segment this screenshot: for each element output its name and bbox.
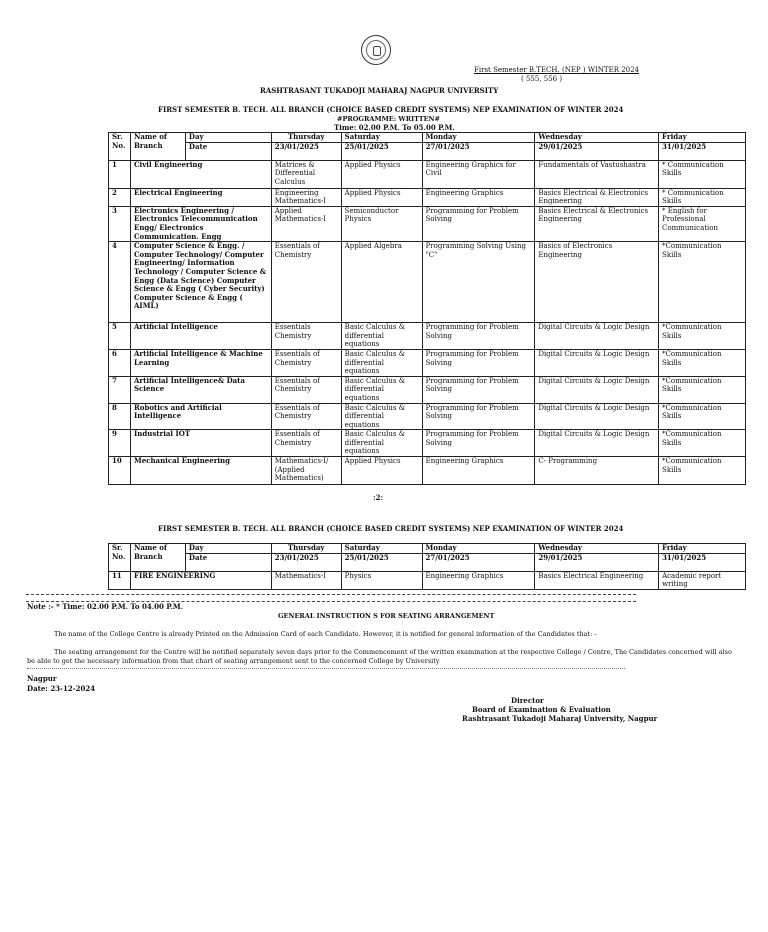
subject-cell: Fundamentals of Vastushastra <box>535 160 659 188</box>
branch-name: Robotics and Artificial Intelligence <box>130 403 271 430</box>
branch-name: Artificial Intelligence <box>130 323 271 350</box>
sr-no-header: Sr. No. <box>109 133 131 161</box>
exam-title: FIRST SEMESTER B. TECH. ALL BRANCH (CHOICE BASED CREDIT SYSTEMS) NEP EXAMINATION OF WINTER 2024 <box>158 105 624 114</box>
paper-codes: ( 555, 556 ) <box>521 75 563 83</box>
day-header: Saturday <box>341 133 422 143</box>
day-header: Thursday <box>271 133 341 143</box>
exam-time: Time: 02.00 P.M. To 05.00 P.M. <box>334 123 455 132</box>
date-label-footer: Date: 23-12-2024 <box>27 684 96 693</box>
subject-cell: Programming for Problem Solving <box>422 430 535 457</box>
subject-cell: Basics Electrical & Electronics Engineering <box>535 188 659 206</box>
branch-name: Electrical Engineering <box>130 188 271 206</box>
day-header: Thursday <box>271 544 341 554</box>
subject-cell: Engineering Graphics <box>422 188 535 206</box>
subject-cell: * Communication Skills <box>659 160 746 188</box>
date-header: 29/01/2025 <box>535 142 659 160</box>
date-header: 29/01/2025 <box>535 553 659 571</box>
subject-cell: Physics <box>341 571 422 589</box>
date-header: 31/01/2025 <box>659 553 746 571</box>
subject-cell: Essentials of Chemistry <box>271 376 341 403</box>
subject-cell: Digital Circuits & Logic Design <box>535 430 659 457</box>
subject-cell: Engineering Graphics <box>422 571 535 589</box>
subject-cell: C- Programming <box>535 457 659 485</box>
university-seal-icon <box>361 35 391 65</box>
date-header: 25/01/2025 <box>341 553 422 571</box>
subject-cell: Engineering Graphics <box>422 457 535 485</box>
subject-cell: * English for Professional Communication <box>659 206 746 241</box>
row-number: 10 <box>109 457 131 485</box>
subject-cell: Essentials of Chemistry <box>271 242 341 323</box>
time-note: Note :- * Time: 02.00 P.M. To 04.00 P.M. <box>27 602 184 611</box>
subject-cell: Digital Circuits & Logic Design <box>535 349 659 376</box>
branch-name: Artificial Intelligence & Machine Learning <box>130 349 271 376</box>
date-header: 31/01/2025 <box>659 142 746 160</box>
subject-cell: Programming for Problem Solving <box>422 349 535 376</box>
subject-cell: Mathematics-I <box>271 571 341 589</box>
day-header: Monday <box>422 544 535 554</box>
subject-cell: Essentials of Chemistry <box>271 403 341 430</box>
programme-label: #PROGRAMME: WRITTEN# <box>337 115 440 123</box>
subject-cell: Basic Calculus & differential equations <box>341 323 422 350</box>
subject-cell: Basics Electrical Engineering <box>535 571 659 589</box>
row-number: 5 <box>109 323 131 350</box>
day-header: Friday <box>659 544 746 554</box>
branch-name: Computer Science & Engg. / Computer Technology/ Computer Engineering/ Information Technology / Computer Science & Engg (Data Science) Computer Science & Engg ( Cyber Security) Computer Science & Engg ( AIML) <box>130 242 271 323</box>
table-row <box>109 160 746 188</box>
branch-header: Name of Branch <box>130 544 185 572</box>
subject-cell: Applied Mathematics-I <box>271 206 341 241</box>
table-row <box>109 457 746 485</box>
subject-cell: Applied Physics <box>341 188 422 206</box>
day-header: Wednesday <box>535 544 659 554</box>
page-marker: :2: <box>373 493 384 502</box>
subject-cell: Programming for Problem Solving <box>422 376 535 403</box>
subject-cell: *Communication Skills <box>659 323 746 350</box>
subject-cell: Applied Physics <box>341 160 422 188</box>
branch-name: Electronics Engineering / Electronics Telecommunication Engg/ Electronics Communication. Engg <box>130 206 271 241</box>
subject-cell: Basic Calculus & differential equations <box>341 349 422 376</box>
dotted-divider <box>27 668 625 669</box>
timetable-2 <box>108 543 746 590</box>
subject-cell: *Communication Skills <box>659 457 746 485</box>
subject-cell: *Communication Skills <box>659 430 746 457</box>
row-number: 6 <box>109 349 131 376</box>
signatory-university: Rashtrasant Tukadoji Maharaj University, Nagpur <box>462 714 658 723</box>
instructions-title: GENERAL INSTRUCTION S FOR SEATING ARRANGEMENT <box>278 612 495 620</box>
subject-cell: Programming for Problem Solving <box>422 206 535 241</box>
sr-no-header: Sr. No. <box>109 544 131 572</box>
subject-cell: *Communication Skills <box>659 349 746 376</box>
subject-cell: Essentials of Chemistry <box>271 430 341 457</box>
branch-name: Mechanical Engineering <box>130 457 271 485</box>
row-number: 11 <box>109 571 131 589</box>
table-row <box>109 323 746 350</box>
branch-name: FIRE ENGINEERING <box>130 571 271 589</box>
subject-cell: Basics of Electronics Engineering <box>535 242 659 323</box>
day-header: Wednesday <box>535 133 659 143</box>
subject-cell: Basics Electrical & Electronics Engineering <box>535 206 659 241</box>
row-number: 4 <box>109 242 131 323</box>
subject-cell: Applied Algebra <box>341 242 422 323</box>
row-number: 1 <box>109 160 131 188</box>
timetable <box>108 132 746 485</box>
subject-cell: Academic report writing <box>659 571 746 589</box>
subject-cell: Essentials of Chemistry <box>271 349 341 376</box>
subject-cell: Basic Calculus & differential equations <box>341 376 422 403</box>
place-label: Nagpur <box>27 674 57 683</box>
subject-cell: Digital Circuits & Logic Design <box>535 376 659 403</box>
table-row <box>109 349 746 376</box>
signatory-title: Director <box>511 696 544 705</box>
instruction-para-2: The seating arrangement for the Centre will be notified separately seven days prior to the Commencement of the written examination at the respective College / Centre, The Candidates concerned will also be able to get the necessary information from that chart of seating arrangement sent to the concerned College by University <box>27 648 732 665</box>
day-label: Day <box>185 133 271 143</box>
subject-cell: * Communication Skills <box>659 188 746 206</box>
table-row <box>109 376 746 403</box>
exam-title-2: FIRST SEMESTER B. TECH. ALL BRANCH (CHOICE BASED CREDIT SYSTEMS) NEP EXAMINATION OF WINTER 2024 <box>158 524 624 533</box>
subject-cell: Programming for Problem Solving <box>422 403 535 430</box>
branch-header: Name of Branch <box>130 133 185 161</box>
subject-cell: Applied Physics <box>341 457 422 485</box>
row-number: 2 <box>109 188 131 206</box>
branch-name: Civil Engineering <box>130 160 271 188</box>
subject-cell: Matrices & Differential Calculus <box>271 160 341 188</box>
subject-cell: *Communication Skills <box>659 242 746 323</box>
date-header: 23/01/2025 <box>271 553 341 571</box>
row-number: 7 <box>109 376 131 403</box>
row-number: 9 <box>109 430 131 457</box>
subject-cell: Digital Circuits & Logic Design <box>535 323 659 350</box>
university-name: RASHTRASANT TUKADOJI MAHARAJ NAGPUR UNIVERSITY <box>260 86 499 95</box>
day-header: Monday <box>422 133 535 143</box>
table-row <box>109 403 746 430</box>
subject-cell: Digital Circuits & Logic Design <box>535 403 659 430</box>
subject-cell: Semiconductor Physics <box>341 206 422 241</box>
day-header: Saturday <box>341 544 422 554</box>
table-row <box>109 430 746 457</box>
date-header: 27/01/2025 <box>422 553 535 571</box>
date-label: Date <box>185 553 271 571</box>
semester-line: First Semester B.TECH. (NEP ) WINTER 2024 <box>474 66 639 74</box>
table-row <box>109 242 746 323</box>
table-row <box>109 188 746 206</box>
subject-cell: *Communication Skills <box>659 403 746 430</box>
subject-cell: *Communication Skills <box>659 376 746 403</box>
date-label: Date <box>185 142 271 160</box>
subject-cell: Basic Calculus & differential equations <box>341 430 422 457</box>
day-header: Friday <box>659 133 746 143</box>
subject-cell: Programming Solving Using "C" <box>422 242 535 323</box>
table-row <box>109 206 746 241</box>
row-number: 3 <box>109 206 131 241</box>
double-rule-divider <box>26 594 636 602</box>
date-header: 27/01/2025 <box>422 142 535 160</box>
row-number: 8 <box>109 403 131 430</box>
branch-name: Industrial IOT <box>130 430 271 457</box>
branch-name: Artificial Intelligence& Data Science <box>130 376 271 403</box>
date-header: 25/01/2025 <box>341 142 422 160</box>
subject-cell: Basic Calculus & differential equations <box>341 403 422 430</box>
table-row <box>109 571 746 589</box>
signatory-department: Board of Examination & Evaluation <box>472 705 611 714</box>
subject-cell: Programming for Problem Solving <box>422 323 535 350</box>
subject-cell: Mathematics-I/ (Applied Mathematics) <box>271 457 341 485</box>
subject-cell: Engineering Graphics for Civil <box>422 160 535 188</box>
date-header: 23/01/2025 <box>271 142 341 160</box>
subject-cell: Essentials Chemistry <box>271 323 341 350</box>
day-label: Day <box>185 544 271 554</box>
instruction-para-1: The name of the College Centre is already Printed on the Admission Card of each Candidate. However, it is notified for general information of the Candidates that: - <box>54 630 597 638</box>
subject-cell: Engineering Mathematics-I <box>271 188 341 206</box>
